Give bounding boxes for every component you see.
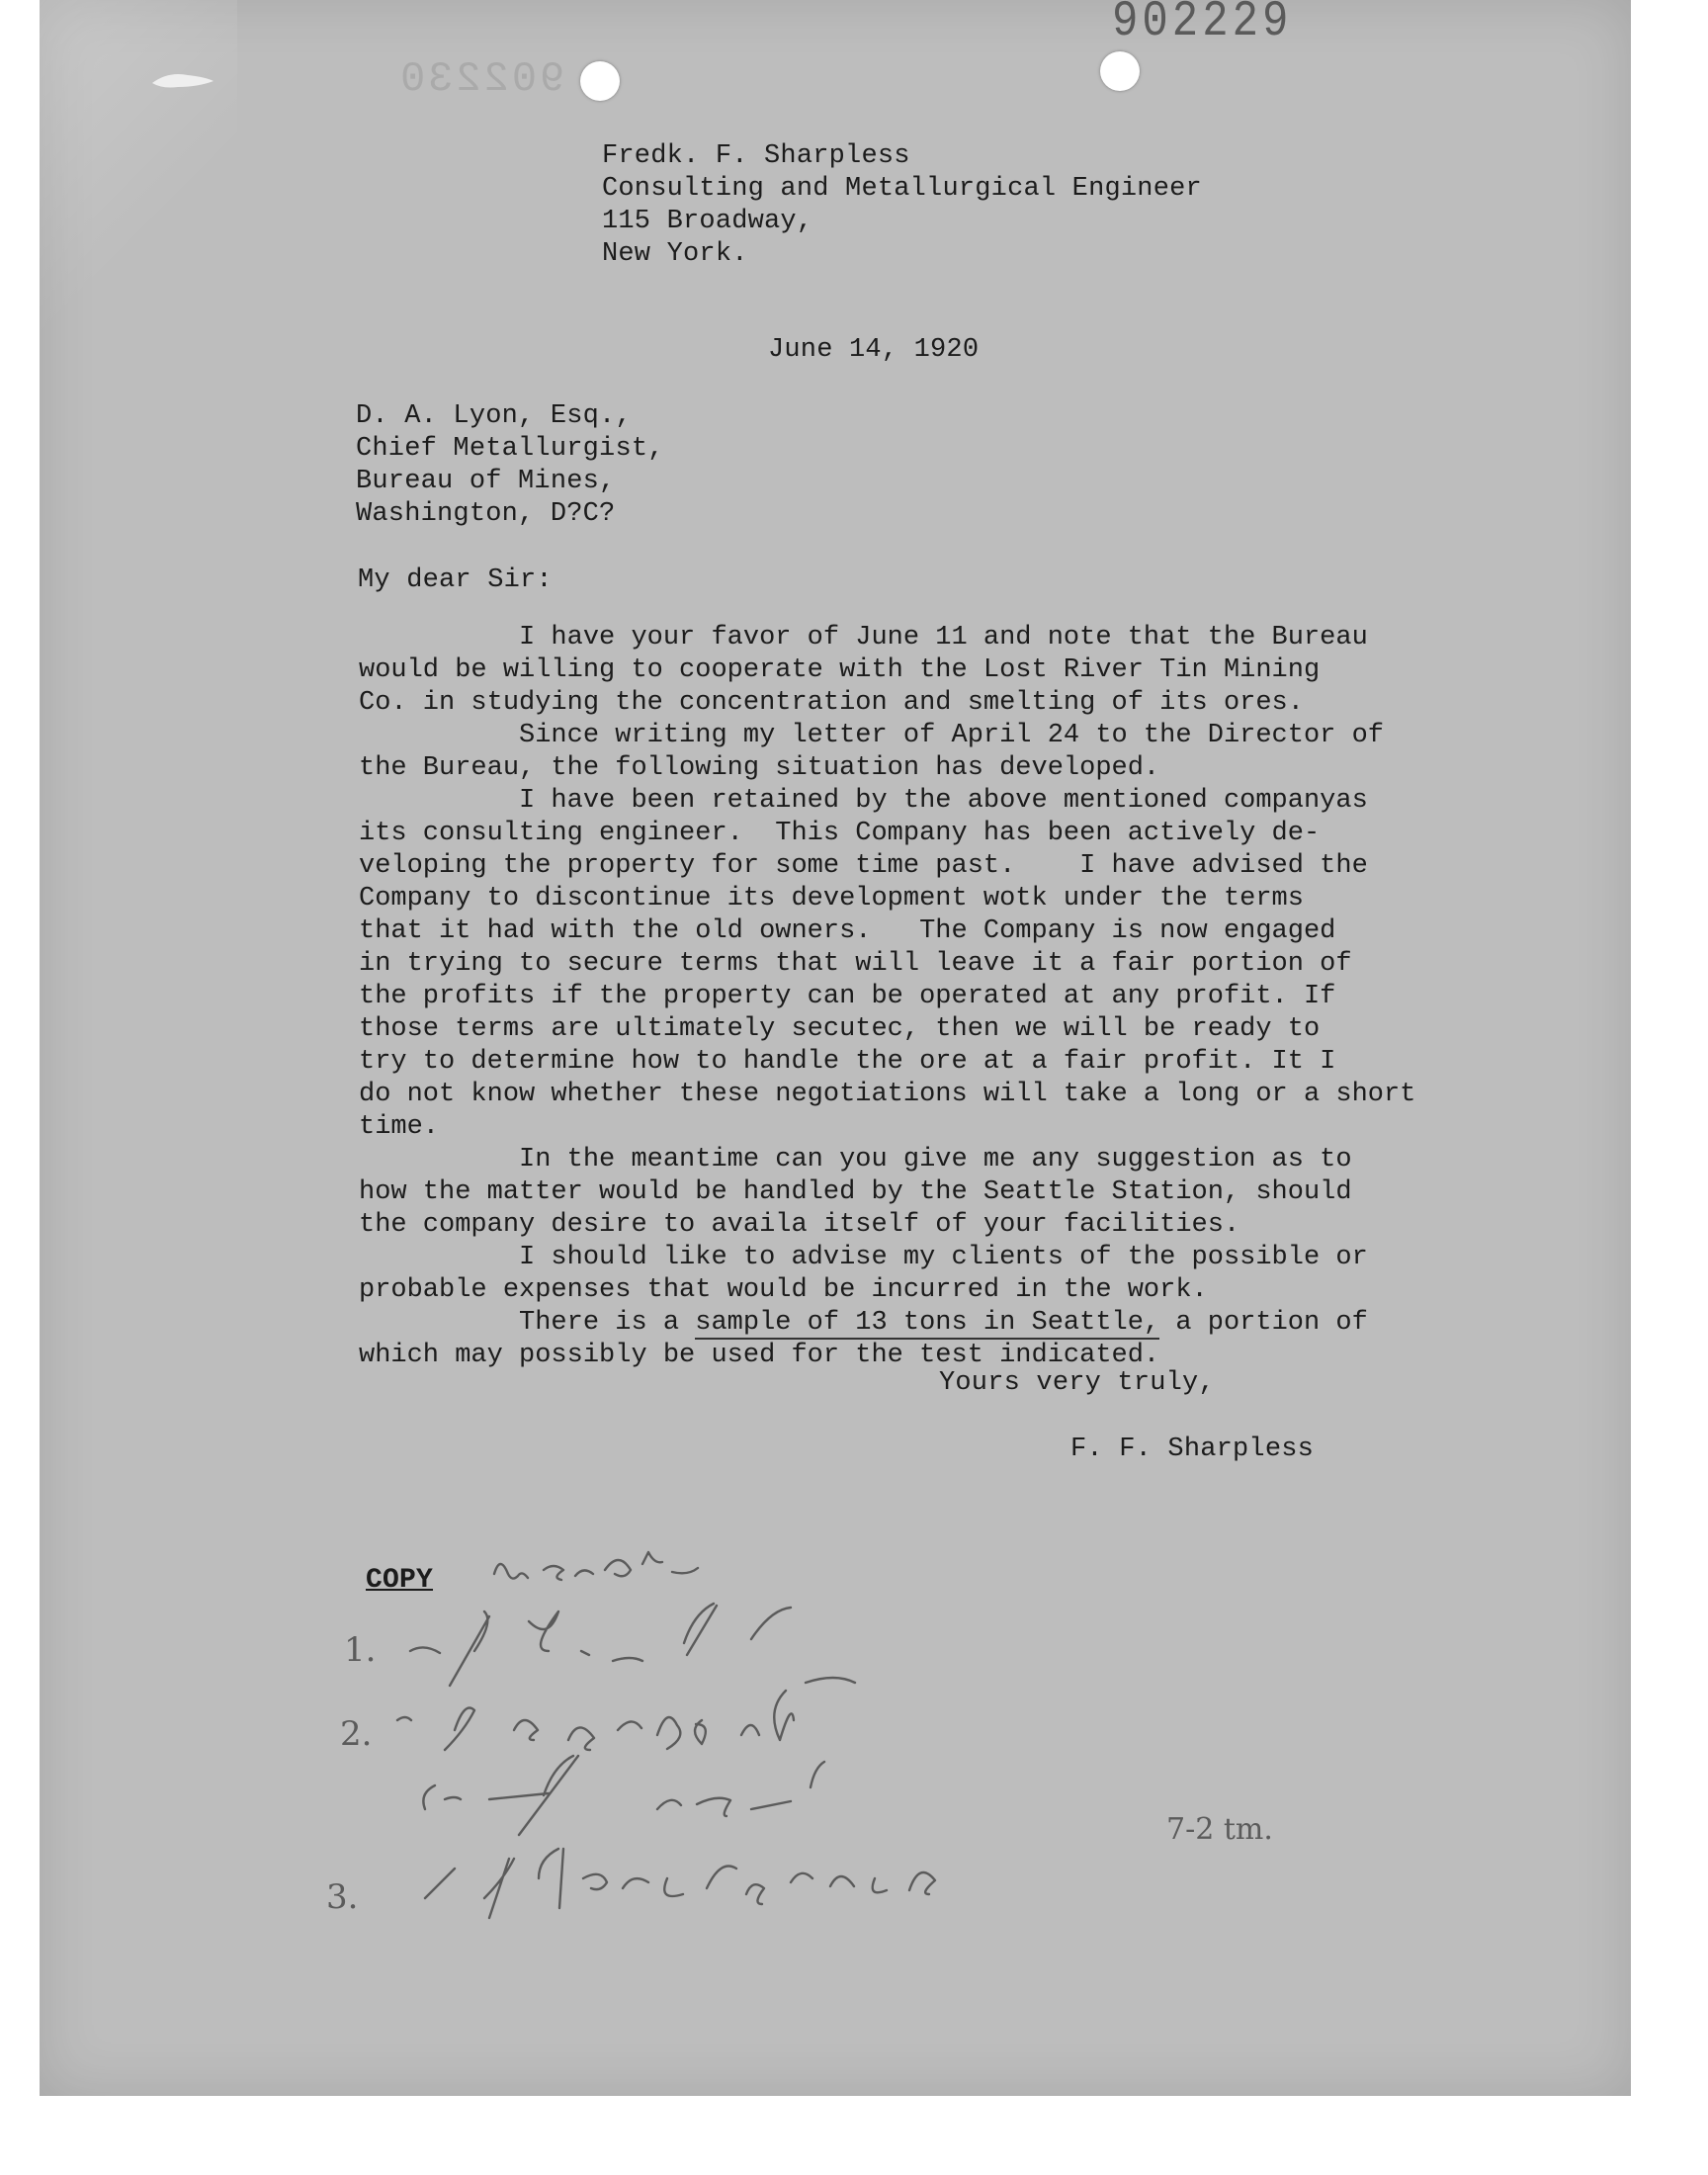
recipient-title: Chief Metallurgist,	[356, 434, 664, 464]
body-line: Company to discontinue its development wotk under the terms	[359, 884, 1304, 914]
body-line: Since writing my letter of April 24 to the Director of	[359, 721, 1384, 750]
sample-post: a portion of	[1159, 1308, 1368, 1338]
closing: Yours very truly,	[939, 1368, 1215, 1398]
sample-pre: There is a	[519, 1308, 696, 1338]
body-line: how the matter would be handled by the Seattle Station, should	[359, 1177, 1352, 1207]
shorthand-number: 2.	[340, 1714, 373, 1754]
body-line: that it had with the old owners. The Company is now engaged	[359, 916, 1336, 946]
punch-hole-left	[580, 61, 620, 101]
body-line: the company desire to availa itself of your facilities.	[359, 1210, 1240, 1240]
letterhead-address: 115 Broadway,	[602, 207, 813, 236]
letter-date: June 14, 1920	[768, 335, 980, 365]
tape-mark	[148, 65, 217, 95]
body-line: those terms are ultimately secutec, then we will be ready to	[359, 1014, 1321, 1044]
shorthand-number: 1.	[344, 1630, 377, 1670]
body-line: I should like to advise my clients of the possible or	[359, 1243, 1368, 1272]
shorthand-notes	[316, 1522, 1324, 2017]
letterhead-title: Consulting and Metallurgical Engineer	[602, 174, 1202, 204]
punch-hole-right	[1100, 51, 1140, 91]
body-line: the Bureau, the following situation has developed.	[359, 753, 1160, 783]
signature: F. F. Sharpless	[1070, 1435, 1315, 1464]
shorthand-number: 3.	[326, 1877, 359, 1917]
body-line-sample	[359, 1307, 1466, 1340]
body-line: Co. in studying the concentration and smelting of its ores.	[359, 688, 1304, 718]
body-line: do not know whether these negotiations will take a long or a short	[359, 1080, 1416, 1109]
body-line: probable expenses that would be incurred in the work.	[359, 1275, 1208, 1305]
salutation: My dear Sir:	[358, 566, 553, 595]
body-line: the profits if the property can be operated at any profit. If	[359, 982, 1336, 1011]
recipient-city: Washington, D?C?	[356, 499, 616, 529]
body-line: veloping the property for some time past. I have advised the	[359, 851, 1368, 881]
indent	[359, 1308, 519, 1338]
letterhead-city: New York.	[602, 239, 748, 269]
body-line: I have your favor of June 11 and note that the Bureau	[359, 623, 1368, 652]
copy-label: COPY	[366, 1565, 434, 1596]
body-line: would be willing to cooperate with the Lost River Tin Mining	[359, 655, 1321, 685]
sample-underlined: sample of 13 tons in Seattle,	[695, 1308, 1160, 1338]
recipient-name: D. A. Lyon, Esq.,	[356, 401, 632, 431]
shorthand-annotation: 7-2 tm.	[1166, 1812, 1273, 1847]
body-line: I have been retained by the above mentioned companyas	[359, 786, 1368, 816]
body-line: time.	[359, 1112, 440, 1142]
letterhead-name: Fredk. F. Sharpless	[602, 141, 910, 171]
body-line: try to determine how to handle the ore at a fair profit. It I	[359, 1047, 1336, 1077]
letter-body	[359, 622, 1466, 1372]
file-stamp-number: 902229	[1112, 0, 1293, 51]
body-line: in trying to secure terms that will leave it a fair portion of	[359, 949, 1352, 979]
recipient-org: Bureau of Mines,	[356, 467, 616, 496]
body-line: which may possibly be used for the test indicated.	[359, 1341, 1160, 1370]
body-line: its consulting engineer. This Company has been actively de-	[359, 819, 1321, 848]
body-line: In the meantime can you give me any suggestion as to	[359, 1145, 1352, 1174]
faint-mirrored-stamp: 902230	[397, 55, 565, 103]
